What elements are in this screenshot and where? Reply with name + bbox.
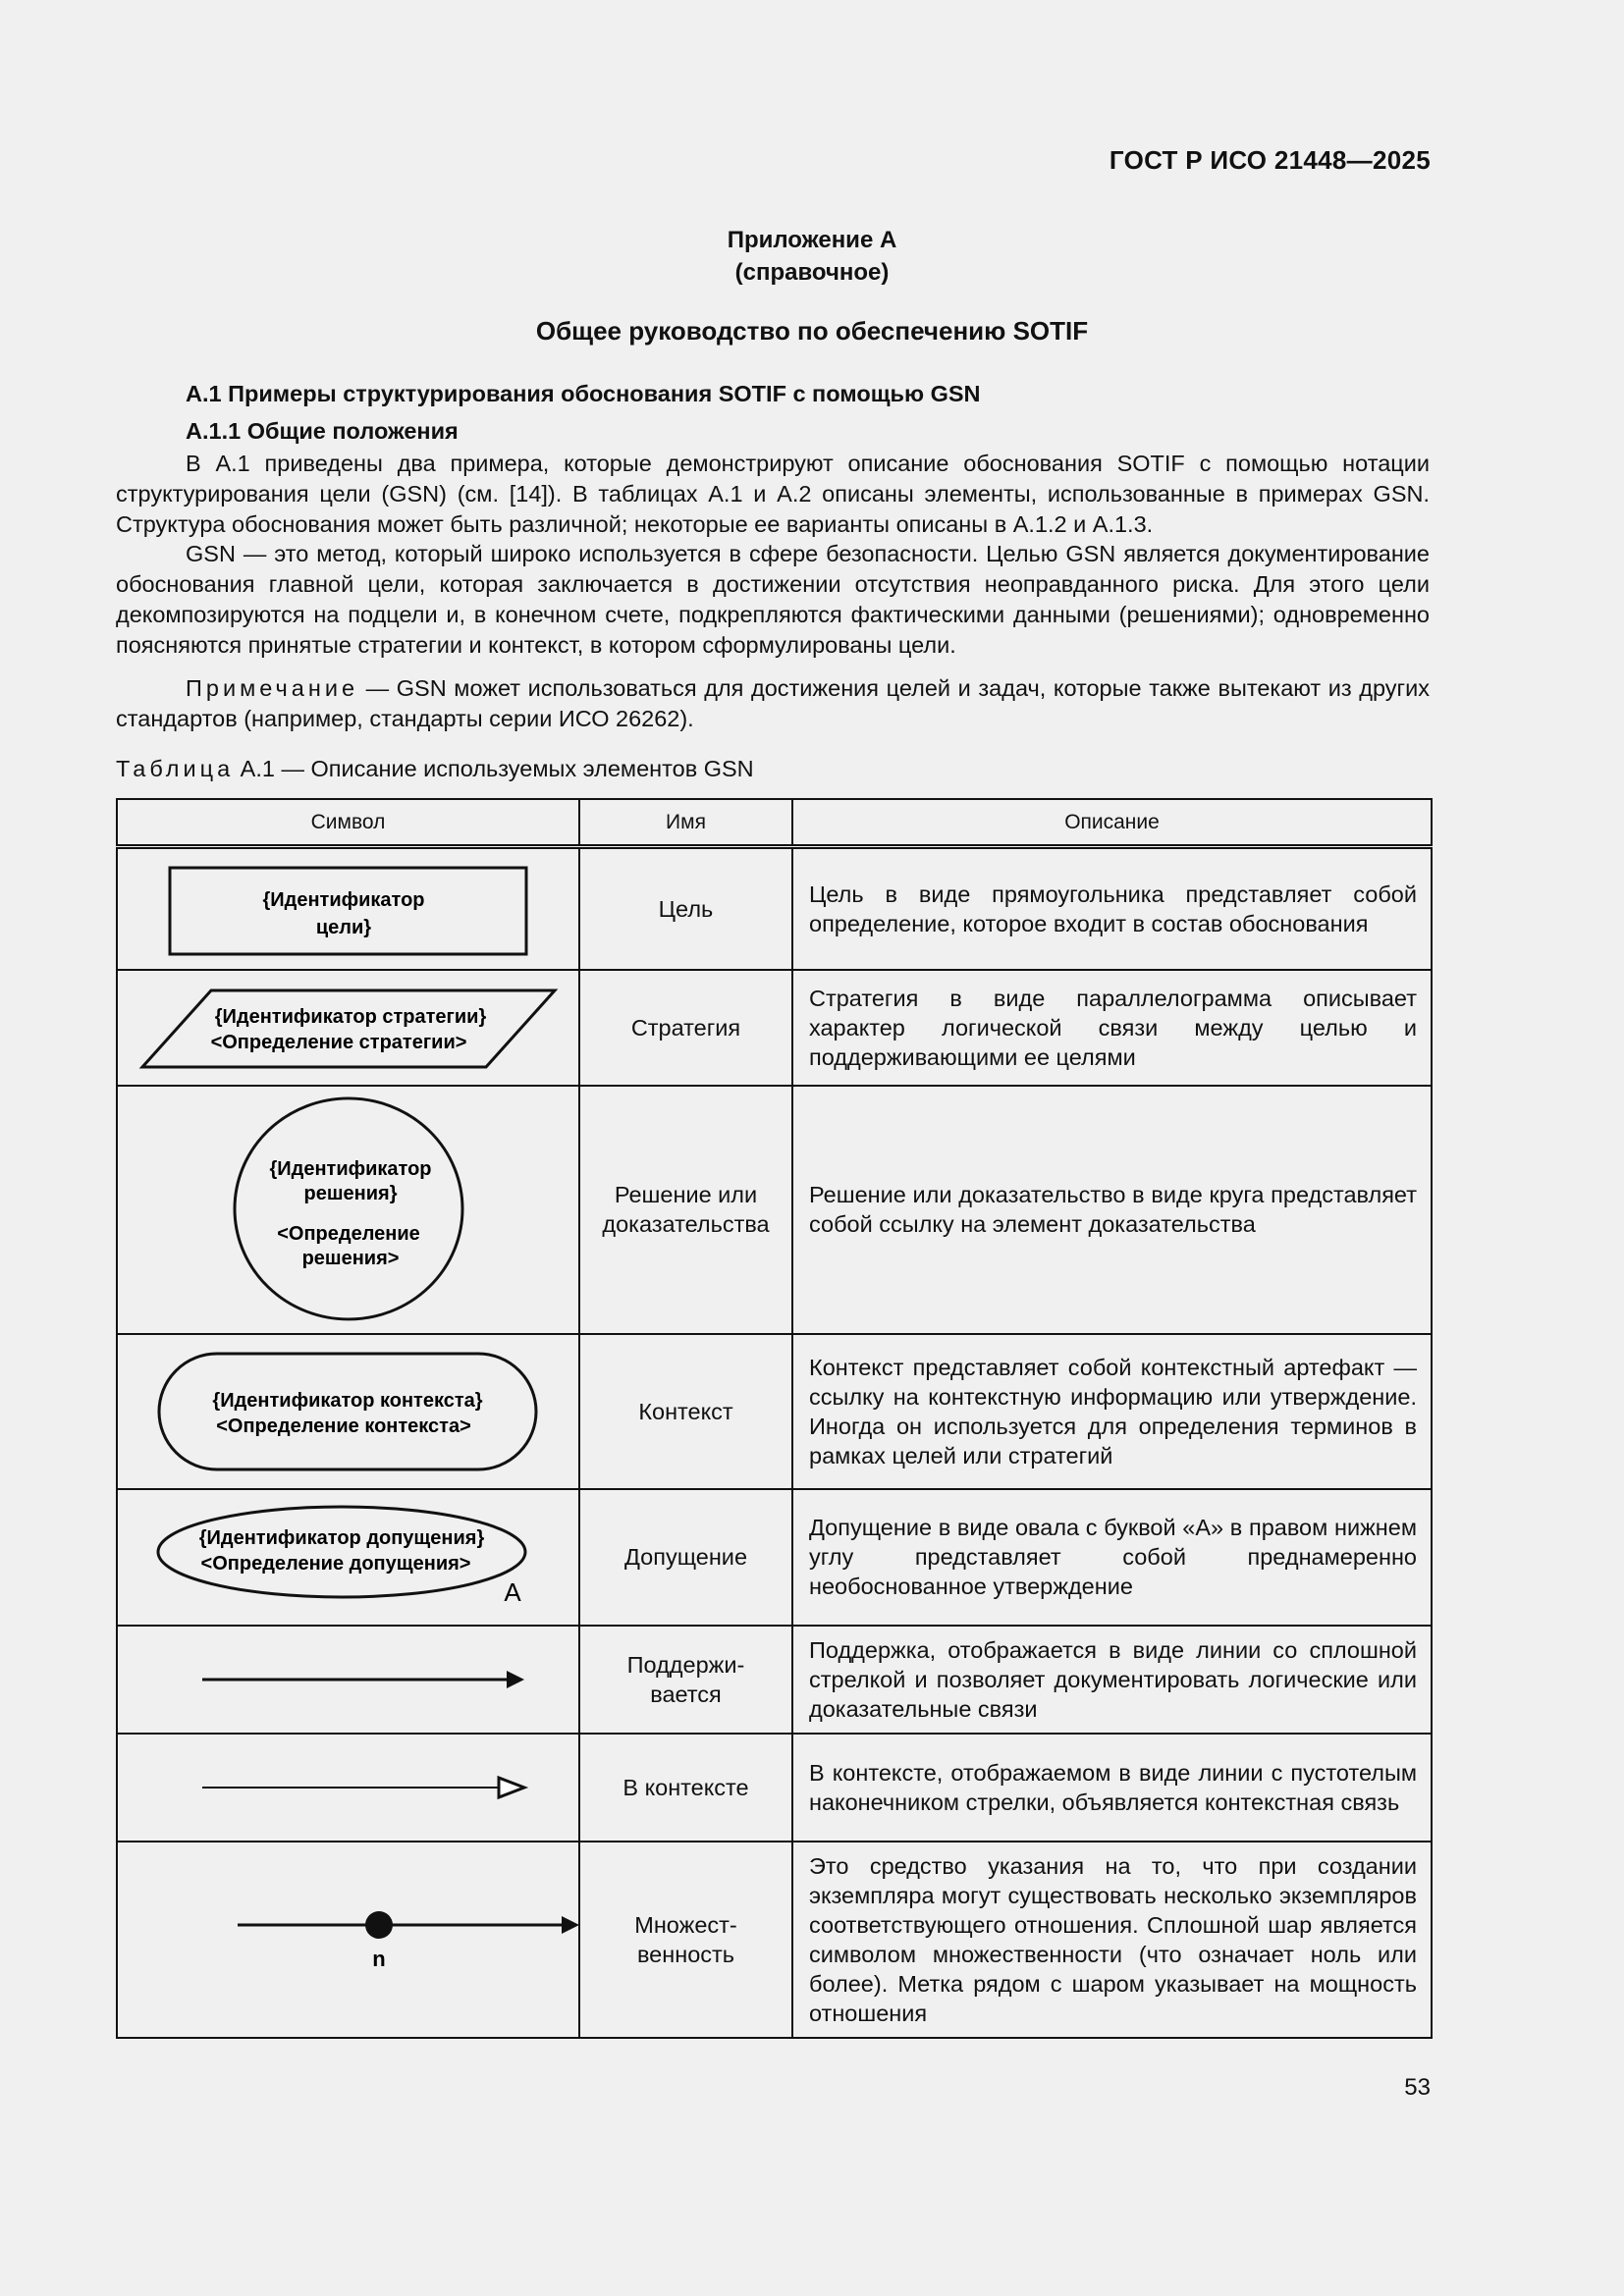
row-name: Стратегия bbox=[579, 970, 792, 1086]
header-symbol: Символ bbox=[117, 799, 579, 847]
table-row bbox=[117, 1489, 1432, 1626]
row-description: Контекст представляет собой контекстный артефакт — ссылку на контекстную информацию или утверждение. Иногда он используется для определения терминов в рамках целей или стратегий bbox=[792, 1334, 1432, 1489]
symbol-cell bbox=[117, 1842, 579, 2038]
row-description: В контексте, отображаемом в виде линии с пустотелым наконечником стрелки, объявляется контекстная связь bbox=[792, 1734, 1432, 1842]
section-heading: А.1 Примеры структурирования обоснования SOTIF с помощью GSN bbox=[186, 381, 981, 406]
row-name: Поддержи- вается bbox=[579, 1626, 792, 1734]
symbol-cell bbox=[117, 1734, 579, 1842]
table-header-row bbox=[117, 799, 1432, 847]
context-rounded-rectangle-symbol bbox=[152, 1348, 545, 1475]
row-description: Цель в виде прямоугольника представляет собой определение, которое входит в состав обоснования bbox=[792, 847, 1432, 970]
multiplicity-label-n: n bbox=[372, 1946, 386, 1971]
paragraph-1: В А.1 приведены два примера, которые демонстрируют описание обоснования SOTIF с помощью нотации структурирования цели (GSN) (см. [14]). В таблицах А.1 и А.2 описаны элементы, использованные в примерах GSN. Структура обоснования может быть различной; некоторые ее варианты описаны в А.1.2 и А.1.3. bbox=[116, 451, 1430, 537]
table-row bbox=[117, 1734, 1432, 1842]
context-symbol-line-2: <Определение контекста> bbox=[215, 1415, 471, 1437]
table-row bbox=[117, 970, 1432, 1086]
table-caption-text: А.1 — Описание используемых элементов GSN bbox=[234, 756, 754, 781]
assumption-oval-symbol bbox=[152, 1503, 545, 1611]
symbol-cell bbox=[117, 970, 579, 1086]
gsn-elements-table bbox=[116, 798, 1433, 2039]
hollow-arrow-symbol bbox=[118, 1768, 580, 1807]
header-name: Имя bbox=[579, 799, 792, 847]
solution-symbol-line-2: решения} bbox=[303, 1183, 397, 1204]
header-description: Описание bbox=[792, 799, 1432, 847]
table-caption-label: Таблица bbox=[116, 756, 235, 781]
row-description: Стратегия в виде параллелограмма описывает характер логической связи между целью и поддерживающими ее целями bbox=[792, 970, 1432, 1086]
table-row bbox=[117, 1626, 1432, 1734]
table-row bbox=[117, 847, 1432, 970]
solution-symbol-line-1: {Идентификатор bbox=[268, 1158, 432, 1180]
row-name: В контексте bbox=[579, 1734, 792, 1842]
table-row bbox=[117, 1842, 1432, 2038]
strategy-symbol-line-1: {Идентификатор стратегии} bbox=[214, 1005, 486, 1028]
document-title: Общее руководство по обеспечению SOTIF bbox=[535, 316, 1089, 346]
solid-arrow-symbol bbox=[118, 1660, 580, 1699]
strategy-symbol-line-2: <Определение стратегии> bbox=[210, 1031, 466, 1053]
strategy-parallelogram-symbol bbox=[133, 979, 565, 1077]
symbol-cell bbox=[117, 1626, 579, 1734]
paragraph-2: GSN — это метод, который широко используется в сфере безопасности. Целью GSN является документирование обоснования главной цели, которая заключается в достижении отсутствия неоправданного риска. Для этого цели декомпозируются на подцели и, в конечном счете, подкрепляются фактическими данными (решениями); одновременно поясняются принятые стратегии и контекст, в котором сформулированы цели. bbox=[116, 541, 1430, 658]
symbol-cell bbox=[117, 1334, 579, 1489]
context-symbol-line-1: {Идентификатор контекста} bbox=[211, 1389, 483, 1412]
appendix-subtitle: (справочное) bbox=[734, 259, 890, 286]
multiplicity-symbol bbox=[118, 1905, 580, 1974]
symbol-cell bbox=[117, 1489, 579, 1626]
row-description: Допущение в виде овала с буквой «А» в правом нижнем углу представляет собой преднамеренно необоснованное утверждение bbox=[792, 1489, 1432, 1626]
row-name: Решение или доказательства bbox=[579, 1086, 792, 1334]
note-text: — GSN может использоваться для достижения целей и задач, которые также вытекают из других стандартов (например, стандарты серии ИСО 26262). bbox=[116, 675, 1430, 731]
appendix-heading bbox=[0, 224, 1624, 289]
assumption-symbol-line-1: {Идентификатор допущения} bbox=[198, 1527, 484, 1549]
solution-circle-symbol bbox=[226, 1096, 471, 1322]
assumption-symbol-line-2: <Определение допущения> bbox=[200, 1553, 470, 1575]
row-description: Решение или доказательство в виде круга представляет собой ссылку на элемент доказательства bbox=[792, 1086, 1432, 1334]
goal-rectangle-symbol bbox=[162, 860, 535, 958]
goal-symbol-line-2: цели} bbox=[315, 916, 371, 938]
table-row bbox=[117, 1334, 1432, 1489]
subsection-heading: А.1.1 Общие положения bbox=[186, 418, 459, 444]
symbol-cell bbox=[117, 1086, 579, 1334]
goal-symbol-line-1: {Идентификатор bbox=[261, 888, 425, 911]
row-name: Контекст bbox=[579, 1334, 792, 1489]
row-description: Поддержка, отображается в виде линии со сплошной стрелкой и позволяет документировать логические или доказательные связи bbox=[792, 1626, 1432, 1734]
solution-symbol-line-3: <Определение bbox=[276, 1223, 420, 1245]
row-name: Цель bbox=[579, 847, 792, 970]
row-name: Множест- венность bbox=[579, 1842, 792, 2038]
page-number: 53 bbox=[1404, 2074, 1431, 2101]
row-description: Это средство указания на то, что при создании экземпляра могут существовать несколько экземпляров соответствующего отношения. Сплошной шар является символом множественности (что означает ноль или более). Метка рядом с шаром указывает на мощность отношения bbox=[792, 1842, 1432, 2038]
note-paragraph bbox=[116, 673, 1430, 734]
row-name: Допущение bbox=[579, 1489, 792, 1626]
appendix-title: Приложение А bbox=[727, 227, 897, 253]
standard-number: ГОСТ Р ИСО 21448—2025 bbox=[1109, 145, 1431, 175]
assumption-letter-a: A bbox=[503, 1577, 521, 1607]
symbol-cell bbox=[117, 847, 579, 970]
table-caption bbox=[116, 756, 754, 782]
note-label: Примечание bbox=[186, 675, 359, 701]
table-row bbox=[117, 1086, 1432, 1334]
solution-symbol-line-4: решения> bbox=[301, 1248, 399, 1269]
